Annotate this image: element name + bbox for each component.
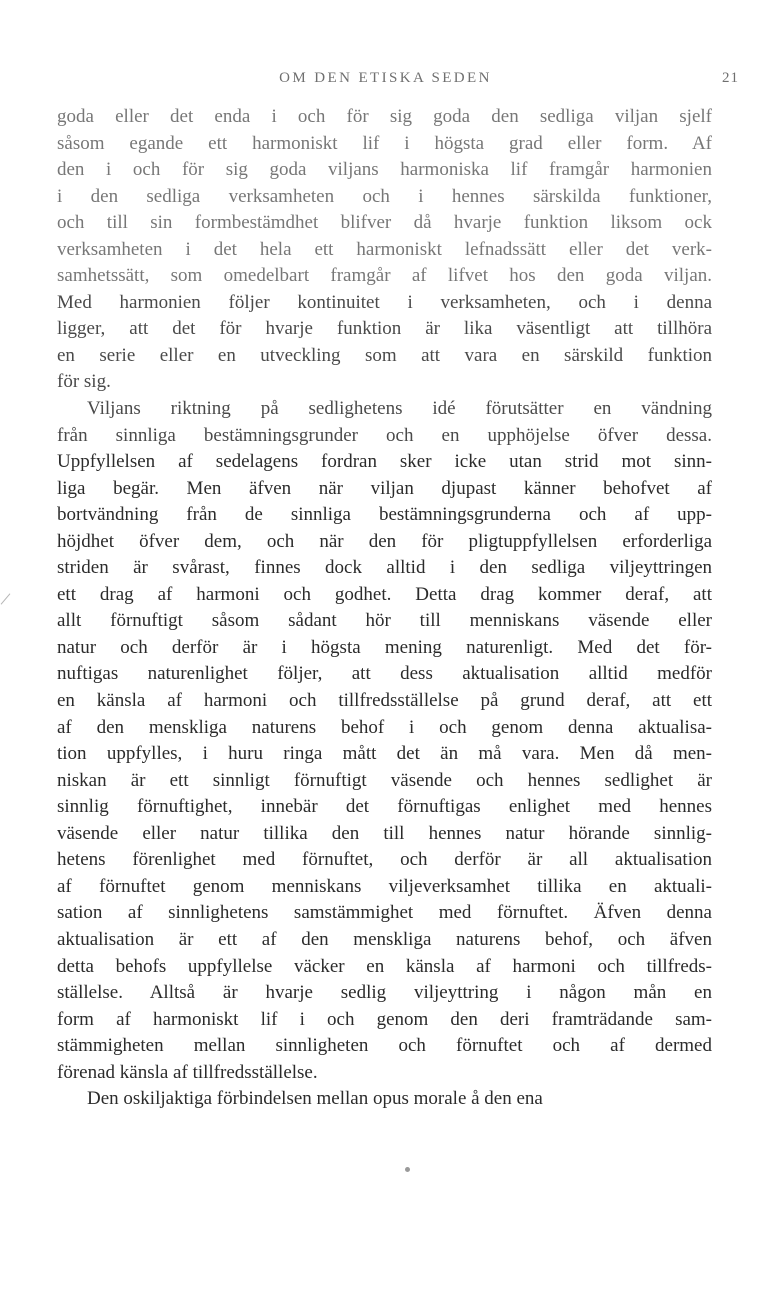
text-line: den i och för sig goda viljans harmoniska lif framgår harmonien [57, 159, 712, 181]
text-line: aktualisation är ett af den menskliga naturens behof, och äfven [57, 928, 712, 950]
text-line: samhetssätt, som omedelbart framgår af lifvet hos den goda viljan. [57, 265, 712, 287]
text-line: liga begär. Men äfven när viljan djupast känner behofvet af [57, 477, 712, 499]
text-line: och till sin formbestämdhet blifver då hvarje funktion liksom ock [57, 212, 712, 234]
paragraph-start-line: Den oskiljaktiga förbindelsen mellan opus morale å den ena [87, 1088, 543, 1110]
text-line: natur och derför är i högsta mening naturenligt. Med det för- [57, 636, 712, 658]
ink-spot [405, 1167, 410, 1172]
text-line: Uppfyllelsen af sedelagens fordran sker icke utan strid mot sinn- [57, 451, 712, 473]
text-line: i den sedliga verksamheten och i hennes särskilda funktioner, [57, 185, 712, 207]
text-line: detta behofs uppfyllelse väcker en känsla af harmoni och tillfreds- [57, 955, 712, 977]
text-line: striden är svårast, finnes dock alltid i den sedliga viljeyttringen [57, 557, 712, 579]
text-line: sinnlig förnuftighet, innebär det förnuftigas enlighet med hennes [57, 796, 712, 818]
text-line: ställelse. Alltså är hvarje sedlig viljeyttring i någon mån en [57, 982, 712, 1004]
text-line: ett drag af harmoni och godhet. Detta drag kommer deraf, att [57, 583, 712, 605]
margin-mark [1, 593, 11, 604]
text-line: stämmigheten mellan sinnligheten och förnuftet och af dermed [57, 1035, 712, 1057]
text-line: såsom egande ett harmoniskt lif i högsta grad eller form. Af [57, 132, 712, 154]
text-line: hetens förenlighet med förnuftet, och derför är all aktualisation [57, 849, 712, 871]
text-line: af den menskliga naturens behof i och genom denna aktualisa- [57, 716, 712, 738]
text-line: en serie eller en utveckling som att vara en särskild funktion [57, 344, 712, 366]
body-text [57, 104, 712, 1113]
text-line: för sig. [57, 371, 111, 393]
running-header [0, 70, 771, 94]
text-line: form af harmoniskt lif i och genom den deri framträdande sam- [57, 1008, 712, 1030]
text-line: bortvändning från de sinnliga bestämningsgrunderna och af upp- [57, 504, 712, 526]
text-line: sation af sinnlighetens samstämmighet med förnuftet. Äfven denna [57, 902, 712, 924]
text-line: förenad känsla af tillfredsställelse. [57, 1061, 318, 1083]
text-line: verksamheten i det hela ett harmoniskt lefnadssätt eller det verk- [57, 238, 712, 260]
text-line: Med harmonien följer kontinuitet i verksamheten, och i denna [57, 291, 712, 313]
text-line: ligger, att det för hvarje funktion är lika väsentligt att tillhöra [57, 318, 712, 340]
text-line: niskan är ett sinnligt förnuftigt väsende och hennes sedlighet är [57, 769, 712, 791]
text-line: af förnuftet genom menniskans viljeverksamhet tillika en aktuali- [57, 875, 712, 897]
page-number: 21 [722, 70, 739, 86]
text-line: goda eller det enda i och för sig goda den sedliga viljan sjelf [57, 106, 712, 127]
text-line: tion uppfylles, i huru ringa mått det än må vara. Men då men- [57, 743, 712, 765]
text-line: väsende eller natur tillika den till hennes natur hörande sinnlig- [57, 822, 712, 844]
text-line: en känsla af harmoni och tillfredsställelse på grund deraf, att ett [57, 690, 712, 712]
text-line: allt förnuftigt såsom sådant hör till menniskans väsende eller [57, 610, 712, 632]
text-line: nuftigas naturenlighet följer, att dess aktualisation alltid medför [57, 663, 712, 685]
paragraph-start-line: Viljans riktning på sedlighetens idé förutsätter en vändning [87, 398, 712, 420]
text-line: från sinnliga bestämningsgrunder och en upphöjelse öfver dessa. [57, 424, 712, 446]
running-title: OM DEN ETISKA SEDEN [279, 70, 492, 86]
text-line: höjdhet öfver dem, och när den för pligtuppfyllelsen erforderliga [57, 530, 712, 552]
